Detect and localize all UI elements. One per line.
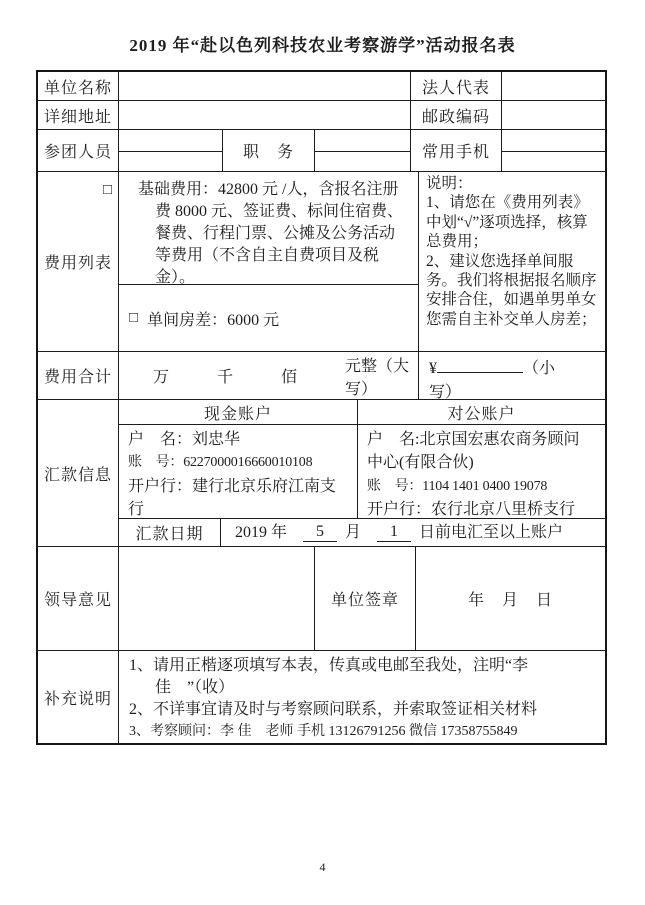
unit-qian: 千	[217, 369, 234, 386]
fee-notes-cell	[419, 172, 605, 352]
mobile-field[interactable]	[502, 130, 605, 172]
postal-code-label: 邮政编码	[411, 101, 502, 130]
corporate-account-name: 户 名:北京国宏惠农商务顾问中心(有限合伙)	[367, 431, 580, 472]
fee-note-1: 1、请您在《费用列表》中划“√”逐项选择，核算总费用；	[426, 194, 589, 251]
corporate-account-number: 账 号：1104 1401 0400 19078	[367, 478, 548, 494]
corporate-account-bank: 开户行：农行北京八里桥支行	[367, 501, 576, 519]
fee-note-2: 2、建议您选择单间服务。我们将根据报名顺序安排合住，如遇单男单女您需自主补交单人房差；	[426, 252, 597, 328]
leader-opinion-field[interactable]	[119, 547, 315, 651]
cash-account-name: 户 名：刘忠华	[128, 431, 241, 448]
remittance-date-cell	[221, 519, 605, 547]
corporate-account-header: 对公账户	[358, 400, 605, 425]
position-field-divider	[315, 151, 410, 152]
remittance-date-label: 汇款日期	[119, 519, 221, 547]
fee-total-words-cell[interactable]	[119, 352, 419, 400]
members-field-divider	[119, 151, 222, 152]
corporate-account-details	[358, 425, 605, 519]
postal-code-field[interactable]	[502, 101, 605, 130]
cash-account-number: 账 号：6227000016660010108	[128, 455, 313, 471]
remittance-label: 汇款信息	[38, 400, 119, 547]
base-fee-option-cell	[103, 172, 419, 286]
fee-total-amount-cell	[419, 352, 605, 400]
fee-notes-title: 说明：	[426, 175, 473, 192]
cash-account-details	[119, 425, 358, 519]
supplement-content	[119, 651, 605, 743]
supplement-item-3: 3、考察顾问：李 佳 老师 手机 13126791256 微信 17358755849	[129, 724, 518, 739]
members-label: 参团人员	[38, 130, 119, 172]
cash-account-header: 现金账户	[119, 400, 358, 425]
single-room-checkbox[interactable]: □	[129, 309, 139, 326]
members-field[interactable]	[119, 130, 223, 172]
address-field[interactable]	[119, 101, 411, 130]
page-number: 4	[319, 860, 326, 874]
remittance-date-prefix: 2019 年	[235, 523, 288, 541]
remittance-month-value[interactable]: 5	[303, 523, 337, 542]
unit-seal-label: 单位签章	[315, 547, 416, 651]
remittance-month-label: 月	[345, 523, 362, 541]
mobile-field-divider	[502, 151, 605, 152]
seal-date-placeholder[interactable]: 年 月 日	[416, 547, 605, 651]
single-room-option-cell	[119, 285, 419, 352]
unit-wan: 万	[153, 369, 170, 386]
unit-yuan: 元整（大写）	[345, 357, 410, 398]
cash-account-bank: 开户行：建行北京乐府江南支行	[128, 477, 337, 519]
registration-form-table	[36, 70, 607, 745]
base-fee-text: 基础费用：42800 元 /人，含报名注册费 8000 元、签证费、标间住宿费、餐费、行程门票、公摊及公务活动等费用（不含自主自费项目及税金）。	[138, 181, 404, 286]
unit-bai: 佰	[281, 369, 298, 386]
position-label: 职 务	[223, 130, 315, 172]
currency-symbol: ¥	[429, 360, 437, 377]
unit-name-label: 单位名称	[38, 72, 119, 101]
fee-total-label: 费用合计	[38, 352, 119, 400]
remittance-day-value[interactable]: 1	[377, 523, 411, 542]
supplement-label: 补充说明	[38, 651, 119, 743]
remittance-date-suffix: 日前电汇至以上账户	[419, 523, 564, 541]
legal-rep-label: 法人代表	[411, 72, 502, 101]
fee-list-label: 费用列表	[38, 172, 119, 352]
supplement-item-1: 1、请用正楷逐项填写本表，传真或电邮至我处，注明“李佳 ”（收）	[129, 657, 529, 696]
unit-name-field[interactable]	[119, 72, 411, 101]
leader-opinion-label: 领导意见	[38, 547, 119, 651]
base-fee-option: □ 基础费用：42800 元 /人，含报名注册费 8000 元、签证费、标间住宿费、餐费、行程门票、公摊及公务活动等费用（不含自主自费项目及税金）。	[103, 181, 404, 286]
amount-small-label: （小写）	[429, 360, 556, 401]
mobile-label: 常用手机	[411, 130, 502, 172]
supplement-item-2: 2、不详事宜请及时与考察顾问联系，并索取签证相关材料	[129, 701, 538, 718]
single-room-text: 单间房差：6000 元	[147, 311, 280, 329]
address-label: 详细地址	[38, 101, 119, 130]
legal-rep-field[interactable]	[502, 72, 605, 101]
amount-fill-line[interactable]	[437, 358, 523, 373]
page-title: 2019 年“赴以色列科技农业考察游学”活动报名表	[129, 36, 516, 55]
position-field[interactable]	[315, 130, 411, 172]
